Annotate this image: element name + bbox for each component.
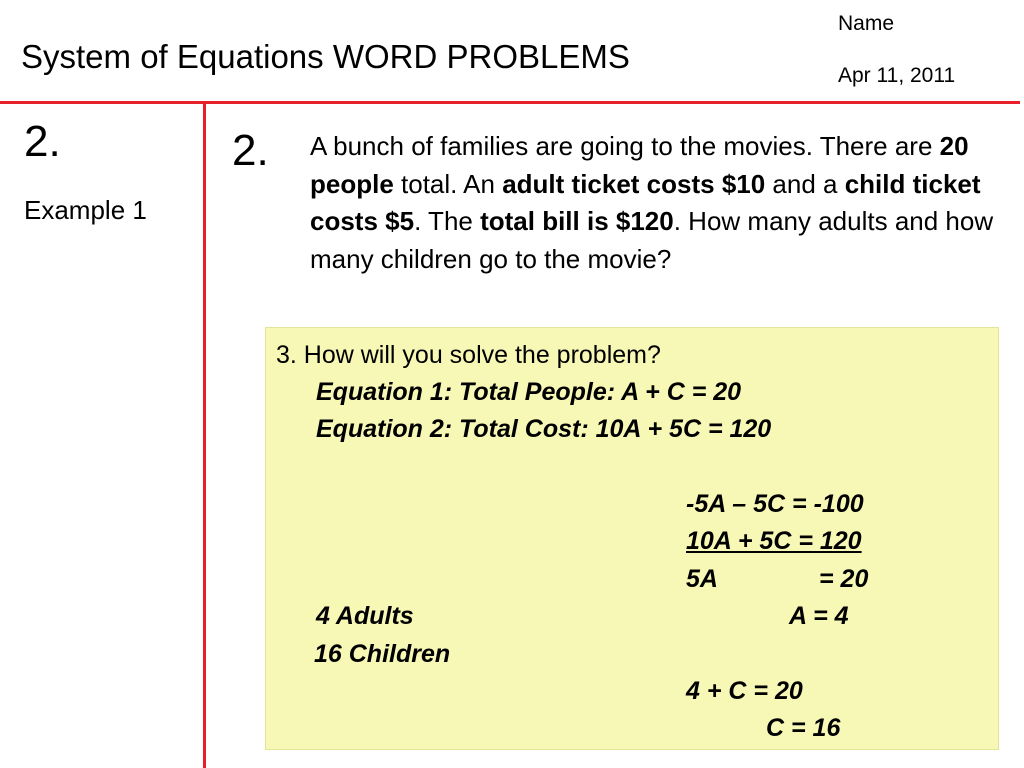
answer-adults: 4 Adults xyxy=(316,602,414,630)
step-1: -5A – 5C = -100 xyxy=(686,490,864,518)
page-title: System of Equations WORD PROBLEMS xyxy=(21,38,630,75)
step-4: A = 4 xyxy=(789,602,849,630)
solution-question: 3. How will you solve the problem? xyxy=(276,341,661,369)
step-3-left: 5A xyxy=(686,565,718,593)
problem-number: 2. xyxy=(232,126,269,175)
problem-text: . The xyxy=(414,206,481,236)
solution-box xyxy=(265,327,999,750)
vertical-rule xyxy=(203,103,206,768)
left-problem-number: 2. xyxy=(24,117,61,166)
problem-text: A bunch of families are going to the movies. There are xyxy=(310,131,940,161)
problem-statement xyxy=(310,128,1000,278)
problem-text: total. An xyxy=(393,168,503,199)
example-label: Example 1 xyxy=(24,195,147,225)
problem-bold-adult-ticket: adult ticket costs $10 xyxy=(502,168,766,199)
step-6: C = 16 xyxy=(766,714,841,742)
equation-2: Equation 2: Total Cost: 10A + 5C = 120 xyxy=(316,415,772,443)
equation-1: Equation 1: Total People: A + C = 20 xyxy=(316,378,742,406)
answer-children: 16 Children xyxy=(314,640,451,668)
date-label: Apr 11, 2011 xyxy=(838,64,956,87)
step-2: 10A + 5C = 120 xyxy=(686,527,862,555)
problem-bold-total-bill: total bill is $120 xyxy=(480,206,674,236)
step-3-right: = 20 xyxy=(819,565,869,593)
problem-text: and a xyxy=(765,168,845,199)
problem-bold-child-ticket: child ticket costs $5 xyxy=(310,168,981,236)
horizontal-rule xyxy=(0,101,1020,104)
problem-text: . How many adults and how many children go to the movie? xyxy=(310,206,994,274)
step-5: 4 + C = 20 xyxy=(686,677,803,705)
problem-bold-people: 20 people xyxy=(310,131,969,199)
name-label: Name xyxy=(838,12,895,35)
